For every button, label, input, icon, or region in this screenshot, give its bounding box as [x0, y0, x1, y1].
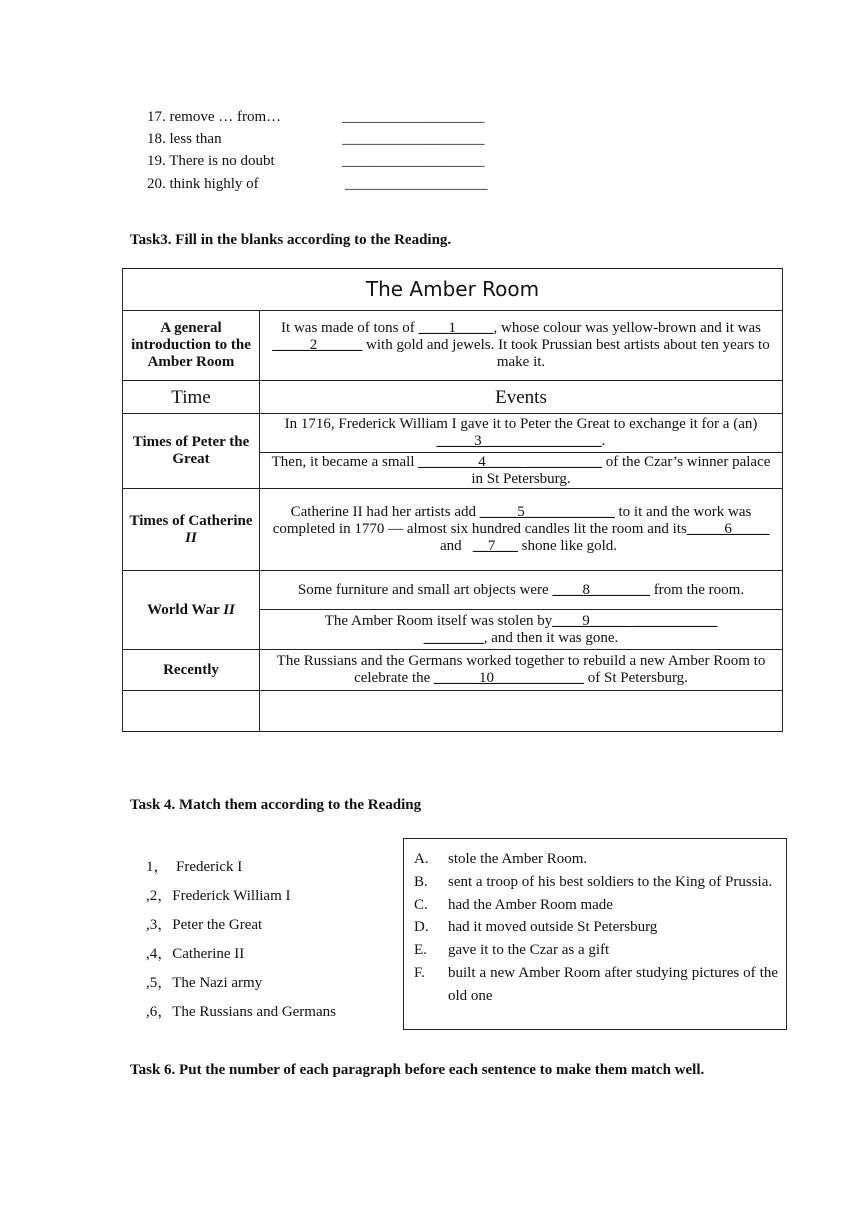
row-label-ww2: [123, 571, 260, 650]
option-key: D.: [414, 919, 429, 936]
event-peter-1: [260, 414, 783, 453]
event-text: from the room.: [649, 581, 745, 598]
option-key: B.: [414, 873, 428, 890]
column-header-time: Time: [123, 381, 260, 414]
list-item: ,2，Frederick William I: [146, 888, 291, 904]
option-text: sent a troop of his best soldiers to the King of Prussia.: [448, 873, 773, 890]
event-text: In 1716, Frederick William I gave it to Peter the Great to exchange it for a (an): [284, 416, 758, 432]
answer-blank-19[interactable]: ___________________: [342, 153, 485, 169]
blank-10[interactable]: ______10____________: [434, 670, 585, 686]
list-item: ,6，The Russians and Germans: [146, 1004, 336, 1020]
answer-blank-17[interactable]: ___________________: [342, 109, 485, 125]
list-item: 1， Frederick I: [146, 859, 243, 875]
phrase-17: 17. remove … from…: [147, 109, 282, 125]
option-text: had it moved outside St Petersburg: [448, 919, 658, 936]
option-f: [414, 962, 778, 1008]
people-list: [146, 853, 336, 1027]
answer-blank-18[interactable]: ___________________: [342, 131, 485, 147]
event-ww2-2: [260, 610, 783, 650]
list-item: ,4，Catherine II: [146, 946, 245, 962]
task6-title: Task 6. Put the number of each paragraph before each sentence to make them match well.: [130, 1062, 705, 1078]
row-label-catherine: [123, 489, 260, 571]
option-d: [414, 916, 778, 939]
task4-title: Task 4. Match them according to the Reading: [130, 797, 422, 813]
option-text: gave it to the Czar as a gift: [448, 942, 610, 959]
row-label-text: World War: [147, 601, 224, 618]
option-text: had the Amber Room made: [448, 896, 613, 913]
option-b: [414, 871, 778, 894]
blank-1[interactable]: ____1_____: [418, 320, 494, 336]
phrase-19: 19. There is no doubt: [147, 153, 275, 169]
option-key: E.: [414, 942, 427, 959]
row-label-roman: II: [185, 529, 197, 546]
event-text: Catherine II had her artists add: [290, 504, 480, 520]
list-item: ,3，Peter the Great: [146, 917, 263, 933]
event-text: of St Petersburg.: [584, 670, 688, 686]
blank-4[interactable]: ________4_____ __________: [418, 453, 602, 470]
option-key: F.: [414, 964, 425, 981]
empty-cell[interactable]: [260, 691, 783, 732]
row-label-text: Times of Catherine: [129, 512, 253, 529]
event-peter-2: [260, 453, 783, 489]
event-text: .: [601, 433, 606, 449]
intro-text: with gold and jewels. It took Prussian best artists about ten years to make it.: [362, 337, 770, 370]
options-box: [403, 838, 787, 1030]
empty-cell[interactable]: [123, 691, 260, 732]
event-text: The Russians and the Germans worked together to rebuild a new Amber Room to celebrate the: [276, 653, 766, 686]
blank-8[interactable]: ____8________: [552, 581, 650, 598]
event-text: Then, it became a small: [271, 453, 419, 470]
event-text: , and then it was gone.: [483, 629, 619, 646]
blank-9[interactable]: ____9_____ ___________: [552, 612, 718, 629]
event-text: Some furniture and small art objects were: [297, 581, 553, 598]
option-c: [414, 894, 778, 917]
blank-6[interactable]: _____6_____: [686, 521, 770, 537]
event-recently: [260, 650, 783, 691]
event-text: to it and the work was completed in 1770 — almost six hundred candles lit the room and its: [272, 504, 752, 537]
phrase-18: 18. less than: [147, 131, 222, 147]
row-label-recently: Recently: [123, 650, 260, 691]
list-item: ,5，The Nazi army: [146, 975, 263, 991]
row-label-roman: II: [223, 601, 235, 618]
option-key: A.: [414, 851, 429, 867]
blank-5[interactable]: _____5____________: [479, 504, 615, 520]
event-text: and: [424, 538, 473, 554]
option-key: C.: [414, 896, 428, 913]
option-e: [414, 939, 778, 962]
row-label-peter: Times of Peter the Great: [123, 414, 260, 489]
option-a: [414, 848, 778, 871]
column-header-events: Events: [260, 381, 783, 414]
phrase-20: 20. think highly of: [147, 176, 259, 192]
blank-7[interactable]: __7___: [472, 538, 518, 554]
intro-text: , whose colour was yellow-brown and it was: [493, 320, 761, 336]
answer-blank-20[interactable]: ___________________: [345, 176, 488, 192]
intro-text: It was made of tons of: [281, 320, 419, 336]
option-text: built a new Amber Room after studying pictures of the old one: [448, 964, 778, 1004]
event-text: of the Czar’s winner palace in St Petersburg.: [471, 453, 771, 487]
event-ww2-1: [260, 571, 783, 610]
blank-9-cont[interactable]: ________: [423, 629, 484, 646]
table-title: The Amber Room: [123, 269, 783, 311]
intro-cell: [260, 311, 783, 381]
task3-title: Task3. Fill in the blanks according to the Reading.: [130, 232, 452, 248]
option-text: stole the Amber Room.: [448, 851, 588, 867]
event-text: The Amber Room itself was stolen by: [324, 612, 553, 629]
event-catherine: [260, 489, 783, 571]
blank-3[interactable]: _____3________________: [436, 433, 602, 449]
event-text: shone like gold.: [517, 538, 618, 554]
amber-room-table: [122, 268, 783, 732]
row-label-intro: A general introduction to the Amber Room: [123, 311, 260, 381]
blank-2[interactable]: _____2______: [272, 337, 363, 353]
